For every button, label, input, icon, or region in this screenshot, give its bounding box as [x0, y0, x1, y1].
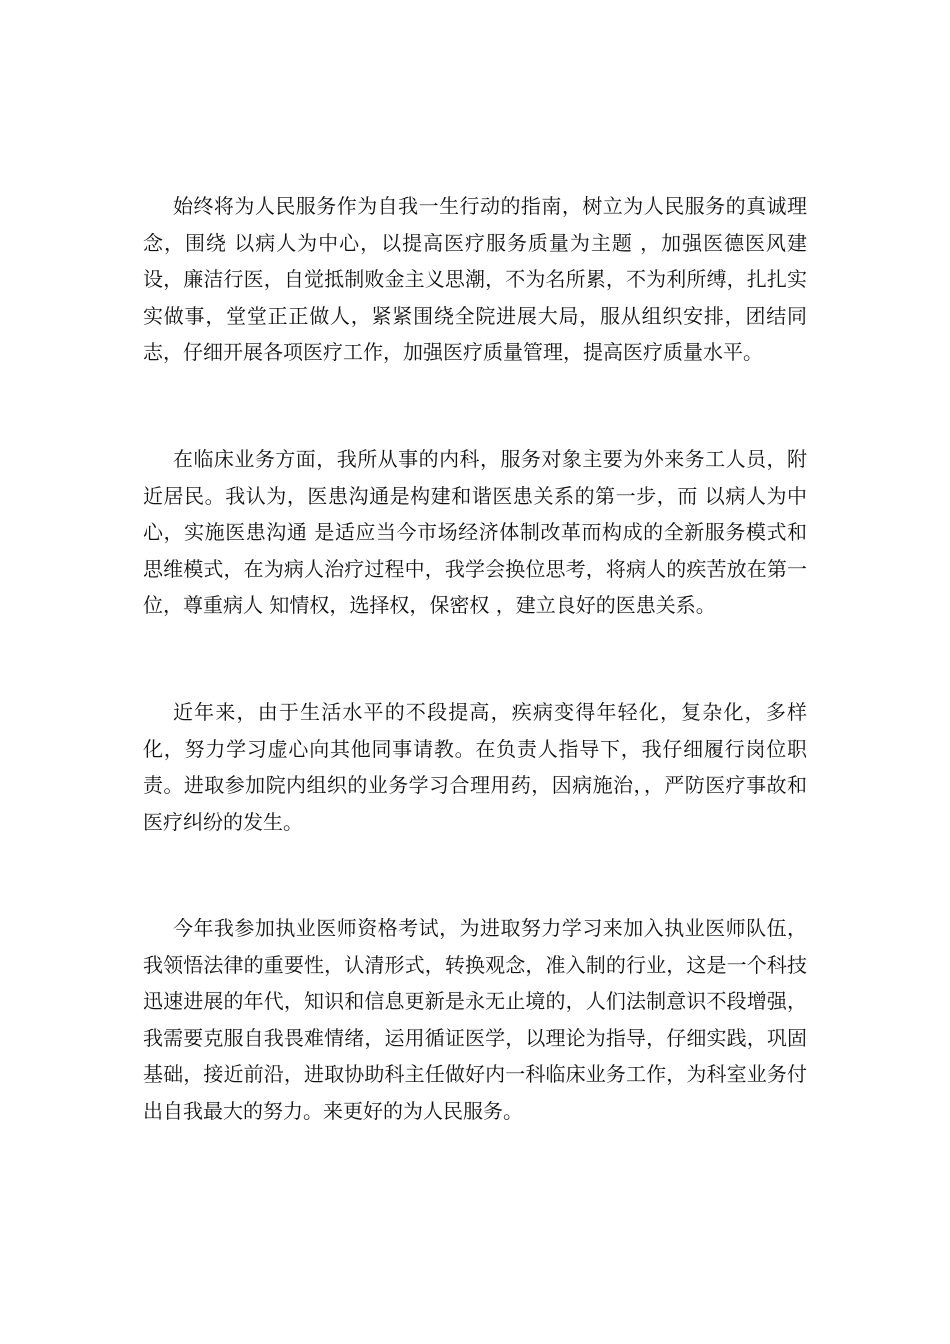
paragraph-1: 始终将为人民服务作为自我一生行动的指南，树立为人民服务的真诚理念，围绕 以病人为中心，以提高医疗服务质量为主题 ，加强医德医风建设，廉洁行医，自觉抵制败金主义思潮，不为名所累，不为利所缚，扎扎实实做事，堂堂正正做人，紧紧围绕全院进展大局，服从组织安排，团结同志，仔细开展各项医疗工作，加强医疗质量管理，提高医疗质量水平。: [143, 194, 807, 364]
paragraph-3: 近年来，由于生活水平的不段提高，疾病变得年轻化，复杂化，多样化，努力学习虚心向其他同事请教。在负责人指导下，我仔细履行岗位职责。进取参加院内组织的业务学习合理用药，因病施治，，严防医疗事故和医疗纠纷的发生。: [143, 700, 807, 834]
paragraph-4: 今年我参加执业医师资格考试，为进取努力学习来加入执业医师队伍，我领悟法律的重要性，认清形式，转换观念，准入制的行业，这是一个科技迅速进展的年代，知识和信息更新是永无止境的，人们法制意识不段增强，我需要克服自我畏难情绪，运用循证医学，以理论为指导，仔细实践，巩固基础，接近前沿，进取协助科主任做好内一科临床业务工作，为科室业务付出自我最大的努力。来更好的为人民服务。: [143, 916, 807, 1123]
paragraph-2: 在临床业务方面，我所从事的内科，服务对象主要为外来务工人员，附近居民。我认为，医患沟通是构建和谐医患关系的第一步，而 以病人为中心，实施医患沟通 是适应当今市场经济体制改革而构成的全新服务模式和思维模式，在为病人治疗过程中，我学会换位思考，将病人的疾苦放在第一位，尊重病人 知情权，选择权，保密权 ，建立良好的医患关系。: [143, 447, 807, 617]
